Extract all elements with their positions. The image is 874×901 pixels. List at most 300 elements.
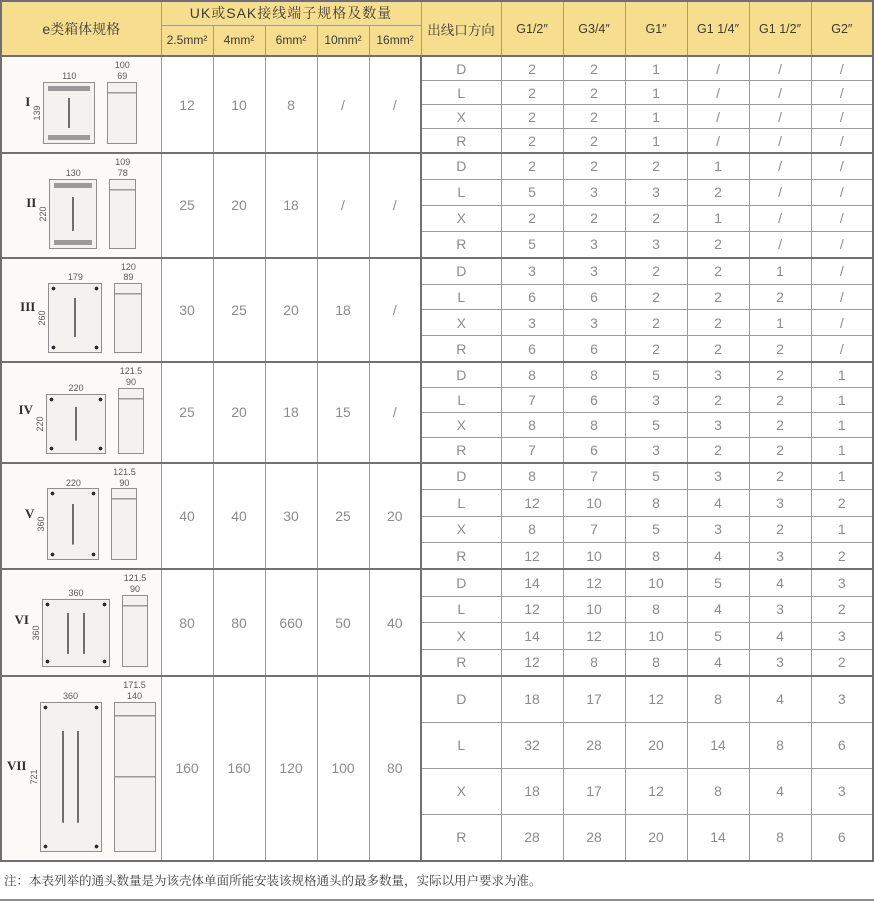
value-cell: 8	[625, 542, 687, 569]
value-cell: 1	[625, 81, 687, 105]
value-cell: /	[749, 129, 811, 154]
value-cell: 2	[687, 437, 749, 462]
value-cell: 2	[501, 205, 563, 231]
dim-front-height: 721	[28, 769, 39, 785]
value-cell: 2	[749, 463, 811, 490]
terminal-group-header: UK或SAK接线端子规格及数量	[161, 1, 421, 25]
value-cell: 20	[625, 722, 687, 768]
value-cell: 1	[811, 437, 873, 462]
value-cell: 2	[563, 81, 625, 105]
dim-side-depth: 140	[126, 690, 143, 701]
direction-cell: L	[421, 388, 501, 413]
direction-cell: R	[421, 336, 501, 362]
side-view	[122, 595, 148, 667]
value-cell: 12	[563, 569, 625, 596]
dim-front-height: 260	[37, 310, 48, 326]
value-cell: 8	[501, 362, 563, 387]
front-view-block	[36, 477, 99, 561]
value-cell: 4	[749, 676, 811, 723]
value-cell: 6	[501, 336, 563, 362]
direction-cell: X	[421, 105, 501, 129]
front-view	[42, 599, 110, 667]
terminal-count: /	[369, 153, 421, 258]
value-cell: 5	[625, 412, 687, 437]
thread-size-header-g34: G3/4″	[563, 1, 625, 56]
box-size-numeral: VI	[14, 612, 29, 628]
value-cell: 2	[563, 129, 625, 154]
dim-side-overall: 100	[114, 60, 130, 71]
value-cell: 3	[811, 569, 873, 596]
value-cell: 1	[625, 129, 687, 154]
value-cell: 5	[687, 623, 749, 649]
terminal-count: 50	[317, 569, 369, 676]
direction-cell: X	[421, 516, 501, 542]
terminal-count: 40	[369, 569, 421, 676]
dim-side-depth: 78	[117, 167, 128, 178]
terminal-size-header-10: 10mm²	[317, 25, 369, 56]
value-cell: 17	[563, 768, 625, 814]
enclosure-drawing-cell	[1, 569, 161, 676]
dim-side-depth: 69	[117, 71, 128, 81]
side-view-block	[114, 680, 156, 852]
value-cell: 20	[625, 814, 687, 861]
value-cell: 6	[501, 284, 563, 310]
value-cell: 6	[811, 722, 873, 768]
value-cell: /	[749, 205, 811, 231]
terminal-count: 15	[317, 362, 369, 463]
value-cell: 32	[501, 722, 563, 768]
enclosure-drawing	[2, 570, 161, 675]
value-cell: /	[749, 105, 811, 129]
value-cell: 2	[749, 412, 811, 437]
value-cell: 2	[563, 153, 625, 179]
value-cell: 2	[687, 388, 749, 413]
terminal-count: 25	[161, 153, 213, 258]
terminal-count: 18	[317, 258, 369, 363]
value-cell: 3	[811, 623, 873, 649]
value-cell: /	[811, 179, 873, 205]
value-cell: 2	[749, 516, 811, 542]
front-view-block	[28, 690, 102, 852]
front-view	[40, 702, 102, 852]
value-cell: 12	[501, 649, 563, 676]
value-cell: 28	[501, 814, 563, 861]
value-cell: 28	[563, 814, 625, 861]
thread-size-header-g12: G1/2″	[501, 1, 563, 56]
value-cell: 12	[625, 768, 687, 814]
box-size-numeral: I	[25, 94, 31, 109]
terminal-size-header-2_5: 2.5mm²	[161, 25, 213, 56]
value-cell: /	[687, 129, 749, 154]
side-view-block	[109, 157, 136, 249]
value-cell: 6	[563, 336, 625, 362]
enclosure-drawing	[2, 464, 161, 569]
front-view-block	[32, 71, 95, 144]
terminal-count: 10	[213, 56, 265, 153]
value-cell: 1	[811, 362, 873, 387]
direction-cell: R	[421, 231, 501, 257]
terminal-count: 18	[265, 362, 317, 463]
value-cell: 2	[687, 310, 749, 336]
value-cell: 5	[687, 569, 749, 596]
value-cell: 18	[501, 768, 563, 814]
dim-front-height: 139	[32, 105, 43, 121]
thread-size-header-g1: G1″	[625, 1, 687, 56]
value-cell: 8	[625, 490, 687, 516]
terminal-count: 18	[265, 153, 317, 258]
box-size-numeral: VII	[6, 757, 27, 773]
value-cell: 8	[563, 649, 625, 676]
value-cell: 18	[501, 676, 563, 723]
terminal-count: /	[369, 362, 421, 463]
value-cell: 2	[625, 310, 687, 336]
value-cell: 14	[501, 569, 563, 596]
value-cell: 5	[501, 231, 563, 257]
terminal-count: 25	[317, 463, 369, 570]
value-cell: 2	[563, 56, 625, 81]
enclosure-drawing-cell	[1, 362, 161, 463]
direction-cell: D	[421, 676, 501, 723]
side-view	[111, 488, 137, 560]
front-view	[46, 394, 106, 454]
value-cell: 17	[563, 676, 625, 723]
terminal-count: 30	[161, 258, 213, 363]
enclosure-drawing	[2, 154, 161, 257]
value-cell: 2	[501, 105, 563, 129]
terminal-count: 100	[317, 676, 369, 861]
value-cell: /	[811, 56, 873, 81]
value-cell: 6	[563, 388, 625, 413]
direction-cell: L	[421, 81, 501, 105]
direction-cell: L	[421, 284, 501, 310]
value-cell: 4	[687, 542, 749, 569]
terminal-count: 40	[161, 463, 213, 570]
value-cell: 2	[501, 153, 563, 179]
side-view	[114, 702, 156, 852]
value-cell: 2	[811, 490, 873, 516]
value-cell: 4	[687, 649, 749, 676]
value-cell: 10	[625, 569, 687, 596]
direction-cell: D	[421, 362, 501, 387]
box-size-numeral: III	[20, 299, 36, 315]
value-cell: 1	[811, 388, 873, 413]
value-cell: 3	[749, 649, 811, 676]
enclosure-drawing-cell	[1, 676, 161, 861]
value-cell: /	[687, 56, 749, 81]
side-view-block	[118, 366, 144, 454]
value-cell: 3	[563, 310, 625, 336]
dim-front-width: 179	[67, 272, 83, 283]
value-cell: 2	[687, 231, 749, 257]
value-cell: 8	[501, 463, 563, 490]
value-cell: 5	[501, 179, 563, 205]
terminal-count: /	[369, 56, 421, 153]
value-cell: /	[687, 105, 749, 129]
value-cell: 2	[501, 129, 563, 154]
value-cell: 8	[625, 596, 687, 622]
value-cell: 7	[501, 388, 563, 413]
direction-cell: R	[421, 542, 501, 569]
direction-cell: D	[421, 153, 501, 179]
value-cell: 6	[811, 814, 873, 861]
terminal-count: 8	[265, 56, 317, 153]
value-cell: 6	[563, 437, 625, 462]
value-cell: 7	[501, 437, 563, 462]
value-cell: 8	[501, 516, 563, 542]
value-cell: 2	[625, 284, 687, 310]
enclosure-drawing	[2, 259, 161, 362]
terminal-count: 20	[213, 362, 265, 463]
dim-side-depth: 90	[125, 376, 136, 387]
direction-cell: X	[421, 768, 501, 814]
front-view-block	[37, 272, 102, 353]
dim-side-overall: 121.5	[123, 573, 147, 584]
value-cell: 14	[501, 623, 563, 649]
value-cell: 4	[687, 596, 749, 622]
dim-side-overall: 120	[120, 261, 136, 272]
terminal-size-header-4: 4mm²	[213, 25, 265, 56]
value-cell: 2	[625, 258, 687, 284]
terminal-count: 660	[265, 569, 317, 676]
value-cell: 12	[563, 623, 625, 649]
direction-cell: L	[421, 490, 501, 516]
value-cell: 8	[687, 676, 749, 723]
dim-front-width: 110	[62, 71, 77, 81]
value-cell: 12	[501, 596, 563, 622]
value-cell: 12	[501, 542, 563, 569]
value-cell: 2	[687, 284, 749, 310]
value-cell: 3	[625, 179, 687, 205]
value-cell: 3	[625, 388, 687, 413]
terminal-count: 80	[213, 569, 265, 676]
terminal-count: 80	[161, 569, 213, 676]
value-cell: 3	[625, 231, 687, 257]
value-cell: /	[749, 231, 811, 257]
value-cell: 10	[563, 542, 625, 569]
dim-front-height: 360	[36, 516, 47, 532]
dim-side-overall: 109	[115, 157, 131, 167]
value-cell: /	[811, 258, 873, 284]
value-cell: 4	[749, 623, 811, 649]
value-cell: 3	[563, 231, 625, 257]
dim-front-width: 220	[68, 382, 84, 393]
value-cell: 4	[749, 569, 811, 596]
value-cell: 8	[749, 722, 811, 768]
value-cell: 5	[625, 463, 687, 490]
value-cell: /	[811, 231, 873, 257]
front-view	[47, 488, 99, 560]
value-cell: 1	[625, 105, 687, 129]
direction-cell: X	[421, 412, 501, 437]
side-view-block	[107, 60, 137, 144]
value-cell: /	[749, 81, 811, 105]
value-cell: 4	[687, 490, 749, 516]
value-cell: 6	[563, 284, 625, 310]
value-cell: 10	[563, 596, 625, 622]
thread-size-header-g114: G1 1/4″	[687, 1, 749, 56]
value-cell: 3	[625, 437, 687, 462]
terminal-count: 30	[265, 463, 317, 570]
value-cell: 1	[749, 310, 811, 336]
value-cell: /	[811, 129, 873, 154]
direction-cell: X	[421, 310, 501, 336]
dim-side-overall: 171.5	[123, 680, 146, 691]
terminal-count: /	[317, 153, 369, 258]
value-cell: 2	[501, 81, 563, 105]
box-size-numeral: IV	[18, 401, 33, 417]
side-view	[107, 82, 137, 144]
value-cell: 5	[625, 362, 687, 387]
value-cell: 1	[687, 153, 749, 179]
side-view-block	[111, 467, 137, 561]
value-cell: 2	[749, 284, 811, 310]
value-cell: /	[811, 284, 873, 310]
dim-front-width: 360	[62, 690, 79, 701]
value-cell: 3	[811, 768, 873, 814]
value-cell: 10	[625, 623, 687, 649]
value-cell: 3	[687, 516, 749, 542]
value-cell: 3	[811, 676, 873, 723]
value-cell: 2	[811, 649, 873, 676]
enclosure-drawing	[2, 677, 161, 860]
value-cell: 3	[749, 596, 811, 622]
value-cell: 2	[811, 542, 873, 569]
value-cell: 2	[563, 105, 625, 129]
value-cell: /	[811, 205, 873, 231]
value-cell: 8	[625, 649, 687, 676]
table-header	[1, 1, 873, 56]
value-cell: /	[749, 153, 811, 179]
enclosure-drawing	[2, 57, 161, 152]
dim-front-width: 130	[65, 167, 81, 178]
value-cell: 1	[625, 56, 687, 81]
dim-front-height: 220	[38, 206, 49, 222]
value-cell: 14	[687, 814, 749, 861]
direction-column-header: 出线口方向	[421, 1, 501, 56]
value-cell: /	[687, 81, 749, 105]
value-cell: 2	[501, 56, 563, 81]
value-cell: /	[749, 56, 811, 81]
direction-cell: D	[421, 56, 501, 81]
enclosure-drawing	[2, 363, 161, 462]
value-cell: 1	[811, 516, 873, 542]
value-cell: 2	[749, 336, 811, 362]
direction-cell: D	[421, 463, 501, 490]
direction-cell: R	[421, 437, 501, 462]
thread-size-header-g112: G1 1/2″	[749, 1, 811, 56]
dim-side-depth: 90	[129, 584, 140, 595]
front-view-block	[38, 167, 97, 249]
value-cell: 7	[563, 463, 625, 490]
box-size-numeral: V	[25, 505, 35, 521]
value-cell: 3	[501, 258, 563, 284]
value-cell: 14	[687, 722, 749, 768]
terminal-count: 20	[265, 258, 317, 363]
direction-cell: L	[421, 179, 501, 205]
front-view-block	[31, 588, 110, 667]
direction-cell: L	[421, 722, 501, 768]
terminal-count: 20	[213, 153, 265, 258]
value-cell: 8	[563, 362, 625, 387]
value-cell: 8	[749, 814, 811, 861]
value-cell: 1	[687, 205, 749, 231]
terminal-count: 20	[369, 463, 421, 570]
terminal-count: 40	[213, 463, 265, 570]
value-cell: 1	[749, 258, 811, 284]
enclosure-drawing-cell	[1, 56, 161, 153]
terminal-size-header-16: 16mm²	[369, 25, 421, 56]
value-cell: 2	[563, 205, 625, 231]
value-cell: 3	[687, 412, 749, 437]
box-size-numeral: II	[26, 194, 37, 210]
value-cell: 3	[749, 490, 811, 516]
value-cell: 1	[811, 463, 873, 490]
direction-cell: X	[421, 205, 501, 231]
value-cell: 12	[625, 676, 687, 723]
value-cell: 2	[749, 388, 811, 413]
side-view	[118, 388, 144, 454]
thread-size-header-g2: G2″	[811, 1, 873, 56]
direction-cell: X	[421, 623, 501, 649]
enclosure-drawing-cell	[1, 463, 161, 570]
dim-side-overall: 121.5	[119, 366, 143, 377]
terminal-count: /	[317, 56, 369, 153]
dim-front-width: 220	[65, 477, 81, 488]
terminal-count: 80	[369, 676, 421, 861]
value-cell: 2	[749, 437, 811, 462]
dim-side-depth: 89	[123, 272, 134, 283]
value-cell: /	[811, 105, 873, 129]
value-cell: /	[811, 310, 873, 336]
value-cell: 2	[687, 336, 749, 362]
terminal-count: /	[369, 258, 421, 363]
value-cell: /	[749, 179, 811, 205]
terminal-size-header-6: 6mm²	[265, 25, 317, 56]
value-cell: 8	[563, 412, 625, 437]
dim-front-width: 360	[68, 588, 84, 599]
side-view	[114, 283, 142, 353]
terminal-count: 160	[213, 676, 265, 861]
value-cell: 3	[563, 179, 625, 205]
value-cell: 2	[625, 153, 687, 179]
terminal-count: 25	[213, 258, 265, 363]
dim-front-height: 220	[35, 416, 46, 432]
value-cell: 1	[811, 412, 873, 437]
value-cell: 3	[687, 362, 749, 387]
value-cell: 2	[811, 596, 873, 622]
dim-side-depth: 90	[119, 477, 130, 488]
value-cell: /	[811, 153, 873, 179]
value-cell: 3	[563, 258, 625, 284]
spec-column-header: e类箱体规格	[1, 1, 161, 56]
value-cell: 2	[687, 179, 749, 205]
front-view	[49, 179, 97, 249]
value-cell: 2	[749, 362, 811, 387]
value-cell: 3	[501, 310, 563, 336]
side-view-block	[122, 573, 148, 667]
value-cell: 28	[563, 722, 625, 768]
front-view	[48, 283, 102, 353]
dim-side-overall: 121.5	[113, 466, 136, 477]
value-cell: 2	[687, 258, 749, 284]
value-cell: 12	[501, 490, 563, 516]
dim-front-height: 360	[31, 625, 42, 641]
footnote: 注：本表列举的通头数量是为该壳体单面所能安装该规格通头的最多数量，实际以用户要求为准。	[0, 862, 874, 901]
enclosure-drawing-cell	[1, 258, 161, 363]
direction-cell: D	[421, 258, 501, 284]
value-cell: 5	[625, 516, 687, 542]
value-cell: 10	[563, 490, 625, 516]
